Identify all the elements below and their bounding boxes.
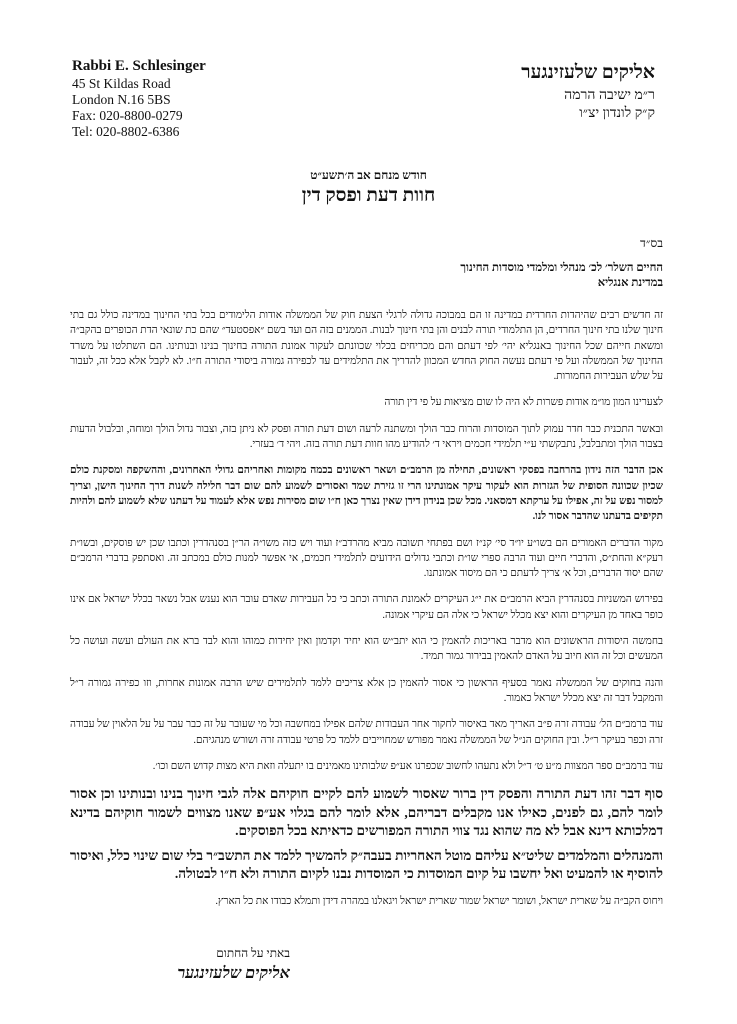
body-paragraph: זה חדשים רבים שהיהדות החרדית במדינה זו הם במבוכה גדולה לרגלי הצעת חוק של הממשלה אודות הלימודים בכל בתי החינוך במדינה כולל גם בתי חינוך שלנו בתי חינוך החרדים, הן התלמודי תורה לבנים והן בתי חינוך לבנות. הממנים בזה הם ועד בשם ״אפסטעד״ שהם כת שונאי הדת הכופרים בהקב״ה ומשאת חייהם שכל החינוך באנגליא יהי׳ לפי דעתם והם מכריחים בכלוי שכוונתם לעקור אמונת התורה בחינוך בנינו ובנותינו. הם השתלטו על משרד החינוך של הממשלה ועל פי דעתם נעשה החוק החדש המכוון להדריך את התלמידים עד לכפירה גמורה ביסודי התורה ח״ו. לא לקבל אלא ככל זה, לעבור על שלש העבירות החמורות. (70, 310, 663, 383)
english-letterhead-name: Rabbi E. Schlesinger (72, 58, 206, 74)
english-tel: Tel: 020-8802-6386 (72, 124, 180, 139)
body-paragraph: עוד ברמב״ם ספר המצוות מ״ע ט׳ ד״ל ולא נתעהו לחשוב שכפרנו אע״פ שלבותינו מאמינים בו יתעלה וזאת היא מצות קדוש השם וכו׳. (152, 760, 663, 772)
signature-block (150, 946, 290, 983)
english-address-line1: 45 St Kildas Road (72, 76, 171, 91)
addressee-line2: במדינת אנגליא (597, 277, 663, 289)
hebrew-letterhead-name: אליקים שלעזינגער (521, 62, 655, 83)
signature-name: אליקים שלעזינגער (177, 965, 290, 982)
ruling-paragraph: סוף דבר זהו דעת התורה והפסק דין ברור שאסור לשמוע להם לקיים חוקיהם אלה לגבי חינוך בנינו ובנותינו וכן אסור לומר להם, גם לפנים, כאילו אנו מקבלים דבריהם, אלא לומר להם בגלוי אע״פ שאנו מצווים לשמור חוקיהם בדינא דמלכותא דינא אבל לא מה שהוא נגד צווי התורה המפורשים כדאיתא בכל הפוסקים. (70, 786, 663, 839)
letter-title: חוות דעת ופסק דין (301, 185, 436, 206)
body-paragraph: בחמשה היסודות הראשונים הוא מדבר באריכות להאמין כי הוא יתב״ש הוא יחיד וקדמון ואין יחידות כמוהו והוא לבד ברא את העולם ועשה ועושה כל המעשים וכל זה הוא חיוב על האדם להאמין בבירור גמור תמיד. (70, 636, 663, 663)
english-address-line2: London N.16 5BS (72, 92, 171, 107)
letter-body (70, 308, 663, 920)
addressee-line1: החיים השלר׳ לכ׳ מנהלי ומלמדי מוסדות החינוך (460, 262, 663, 274)
english-fax: Fax: 020-8800-0279 (72, 108, 183, 123)
body-paragraph-bold: אכן הדבר הזה נידון בהרחבה בפסקי ראשונים, תחילה מן הרמב״ם ושאר ראשונים בכמה מקומות ואחריהם גדולי האחרונים, וההשקפה ומסקנת כולם שכיון שכוונה הסופית של הגזרות הוא לעקור עיקר אמונתינו הרי זו גזירת שמד ואסורים לשמוע להם שום דבר חלילה לשנות דרך החינוך הישן, וצריך למסור נפש על זה, אפילו על ערקתא דמסאני. מכל שכן בנידון דידן שאין נצרך כאן ח״ו שום מסירות נפש אלא לעמוד על דעתנו שלא לשמוע להם ולהיות תקיפים בדעתנו שהדבר אסור לנו. (70, 465, 663, 523)
body-paragraph: ובאשר התכנית כבר חדר עמוק לתוך המוסדות והרוח כבר הולך ומשתנה לרעה ושום דעת תורה ופסק לא ניתן בזה, וצבור גדול הולך ומוחה, ובלבול הדעות בצבור הולך ומתבלבל, נתבקשתי ע״י תלמידי חכמים ויראי ד׳ להודיע מהו חוות דעת תורה בזה. ויהי ד׳ בעזרי. (70, 423, 663, 451)
hebrew-letterhead-line1: ר״מ ישיבה הרמה (564, 88, 655, 103)
addressee-block (263, 261, 663, 291)
body-paragraph: לצערינו המון מו״מ אודות פשרות לא היה לו שום מציאות על פי דין תורה (384, 397, 663, 409)
body-paragraph: בפירוש המשניות בסנהדרין הביא הרמב״ם את י״ג העיקרים לאמונת התורה וכתב כי כל העבירות שאדם עובר הוא נענש אבל נשאר בכלל ישראל אם אינו כופר באחד מן העיקרים והוא יצא מכלל ישראל כי אלה הם עיקרי אמונה. (70, 594, 663, 621)
body-paragraph: מקור הדברים האמורים הם בשו״ע יו״ד סי׳ קנ״ז ושם בפתחי תשובה מביא מהרדב״ז ועוד ויש כזה משו״ה הר״ן בסנהדרין וכתבו שכן יש פוסקים, ובשו״ת רעק״א והחת״ס, והדברי חיים ועוד הרבה ספרי שו״ת וכתבי גדולים הידועים לתלמידי חכמים, אי אפשר למנות כולם במכתב זה. ואסתפק בדברי הרמב״ם שהם יסוד הדברים, וכל א׳ צריך לדעתם כי הם מיסוד אמונתנו. (70, 537, 663, 580)
bsd-mark: בס״ד (640, 236, 663, 250)
english-letterhead (72, 58, 292, 140)
hebrew-date-line: חודש מנחם אב ה׳תשע״ט (310, 168, 427, 182)
ruling-paragraph: והמנהלים והמלמדים שליט״א עליהם מוטל האחריות בעבה״ק להמשיך ללמד את התשב״ר בלי שום שינוי כלל, ואיסור להוסיף או להמעיט ואל יחשבו על קיום המוסדות כי המוסדות נבנו לקיום התורה ולא ח״ו לבטולה. (70, 847, 663, 882)
closing-blessing: ויחוס הקב״ה על שארית ישראל, ושומר ישראל שמור שארית ישראל ויגאלנו במהרה דידן ותמלא כבודו את כל הארץ. (215, 895, 663, 907)
body-paragraph: עוד ברמב״ם הל׳ עבודה זרה פ״ב האריך מאד באיסור לחקור אחר העבודות שלהם אפילו במחשבה וכל מי שעובר על זה כבר עבר על על הלאוין של עבודה זרה וכפר בעיקר ר״ל. ובין החוקים הנ״ל של הממשלה נאמר מפורש שמחוייבים ללמד כל פרטי עבודה זרה ושורש מנהגיהם. (70, 719, 663, 746)
hebrew-letterhead-line2: ק״ק לונדון יצ״ו (579, 106, 655, 121)
hebrew-letterhead (415, 62, 655, 123)
body-paragraph: והנה בחוקים של הממשלה נאמר בסעיף הראשון כי אסור להאמין כן אלא צריכים ללמד לתלמידים שיש הרבה אמונות אחרות, וזו כפירה גמורה ר״ל והמקבל דבר זה יצא מכלל ישראל כאמור. (70, 677, 663, 704)
signature-line1: באתי על החתום (216, 946, 290, 960)
